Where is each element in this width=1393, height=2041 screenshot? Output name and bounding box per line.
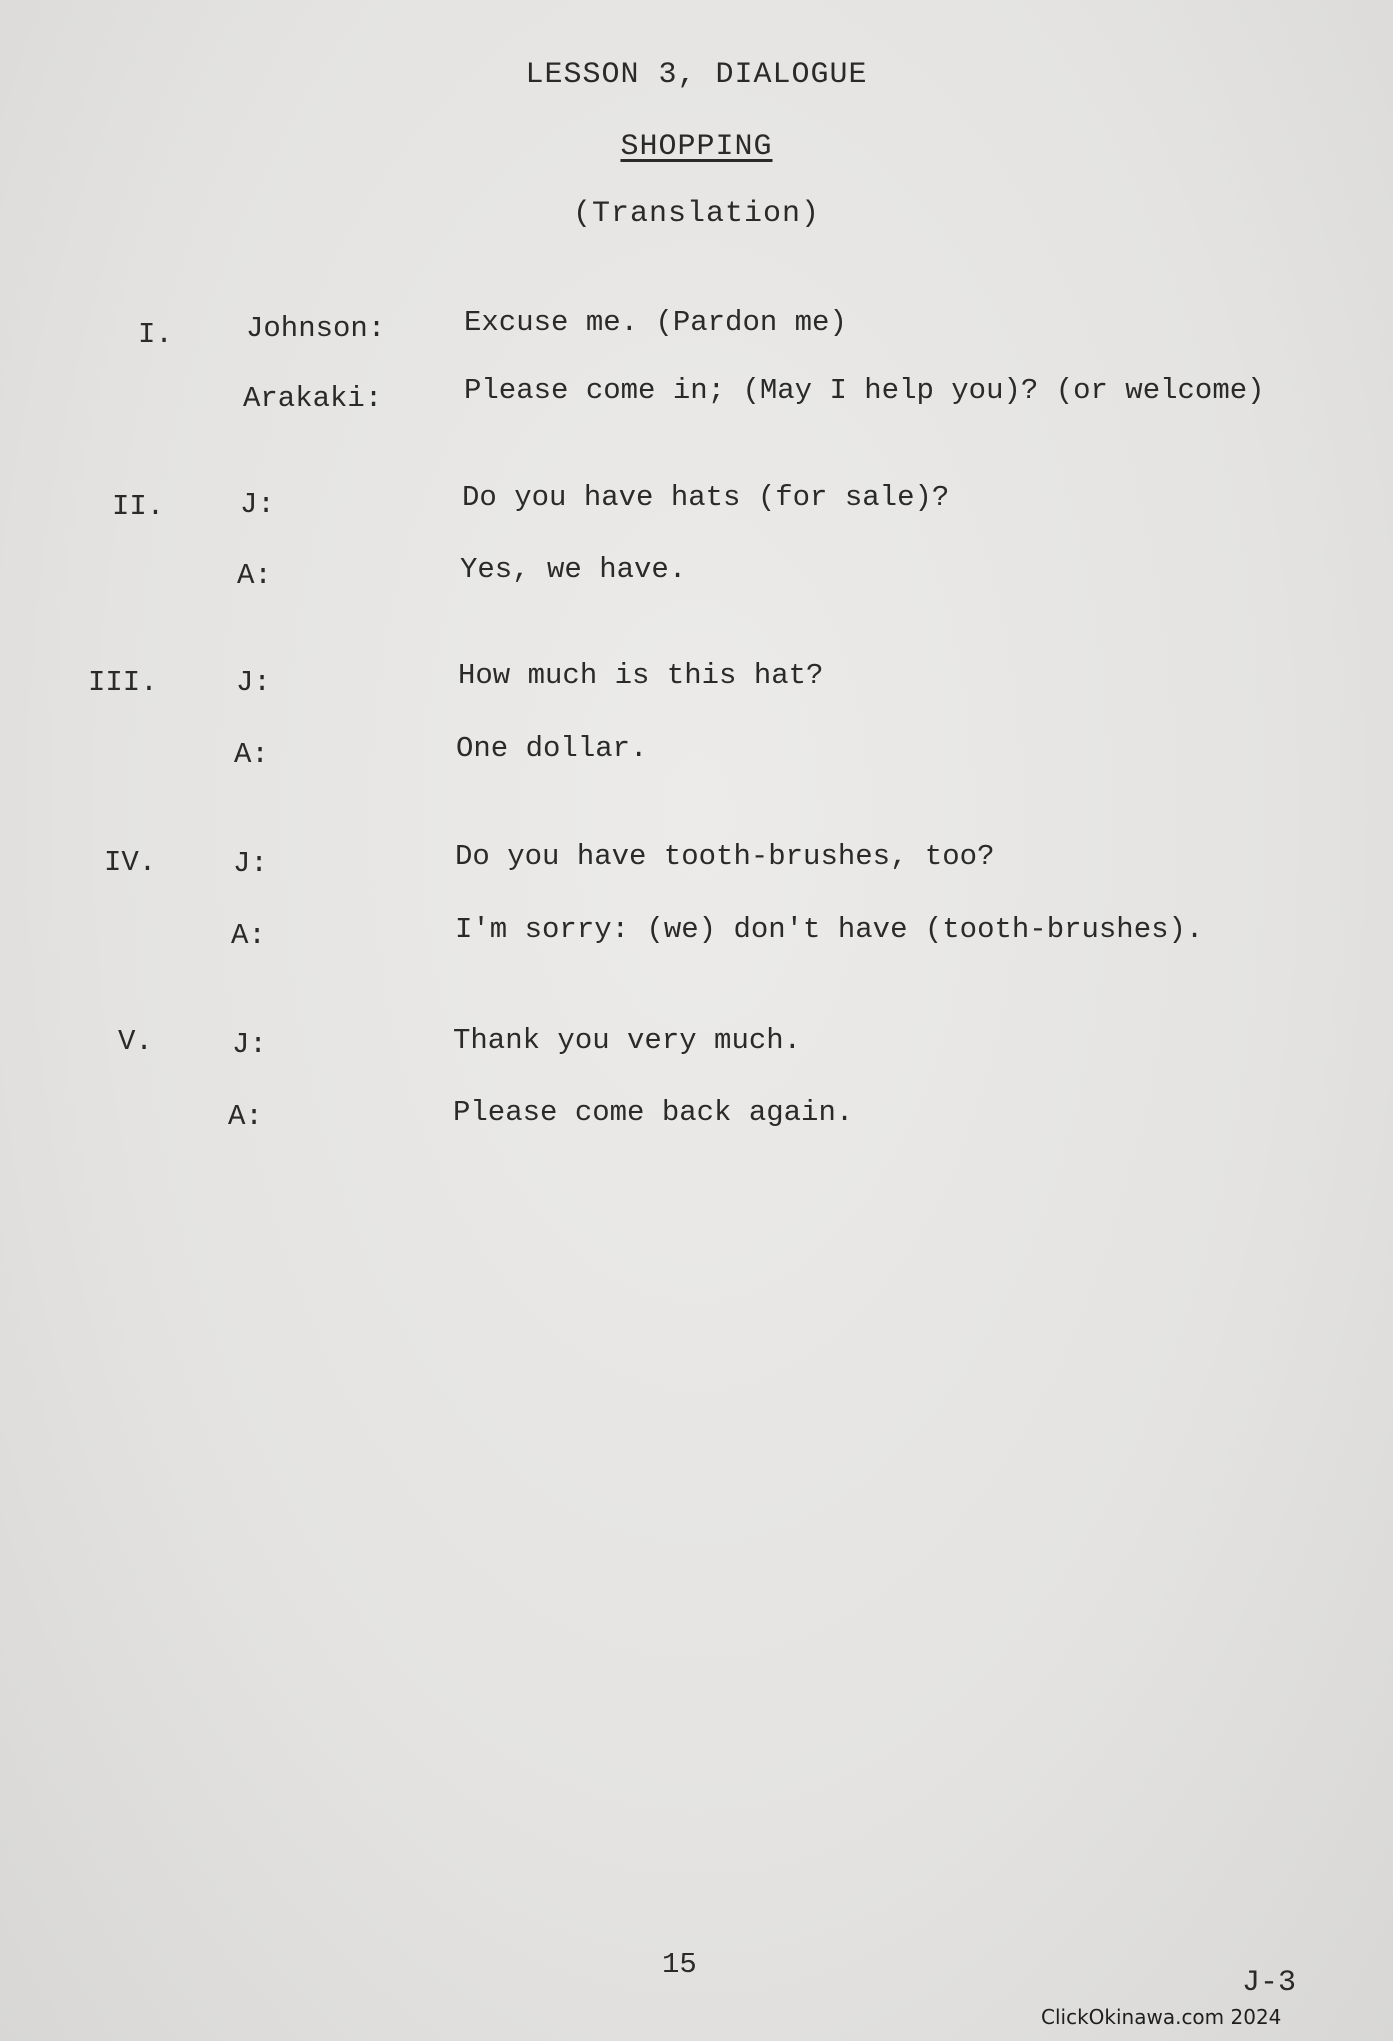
section-title: SHOPPING [620, 130, 773, 164]
lesson-title: LESSON 3, DIALOGUE [525, 58, 868, 92]
exchange-numeral-4: IV. [104, 846, 157, 879]
speaker-label: A: [234, 738, 269, 771]
utterance: Do you have hats (for sale)? [462, 481, 950, 514]
exchange-numeral-1: I. [138, 318, 173, 351]
speaker-label: J: [236, 666, 271, 699]
watermark: ClickOkinawa.com 2024 [1041, 2005, 1282, 2029]
utterance: One dollar. [456, 732, 648, 765]
utterance: I'm sorry: (we) don't have (tooth-brushes). [455, 913, 1204, 946]
exchange-numeral-5: V. [118, 1025, 153, 1058]
speaker-label: Johnson: [246, 312, 386, 345]
utterance: Please come back again. [453, 1096, 854, 1129]
exchange-numeral-3: III. [88, 666, 158, 699]
speaker-label: J: [240, 488, 275, 521]
utterance: Do you have tooth-brushes, too? [455, 840, 995, 873]
utterance: Yes, we have. [460, 553, 687, 586]
speaker-label: A: [228, 1100, 263, 1133]
exchange-numeral-2: II. [112, 490, 165, 523]
page-code: J-3 [1242, 1966, 1297, 2000]
utterance: Thank you very much. [453, 1024, 802, 1057]
speaker-label: Arakaki: [243, 382, 383, 415]
speaker-label: A: [237, 559, 272, 592]
utterance: Excuse me. (Pardon me) [464, 306, 847, 339]
page-number: 15 [662, 1948, 697, 1981]
speaker-label: J: [233, 847, 268, 880]
subtitle: (Translation) [572, 197, 821, 231]
utterance: Please come in; (May I help you)? (or welcome) [464, 374, 1265, 407]
utterance: How much is this hat? [458, 659, 824, 692]
speaker-label: J: [232, 1028, 267, 1061]
speaker-label: A: [231, 919, 266, 952]
